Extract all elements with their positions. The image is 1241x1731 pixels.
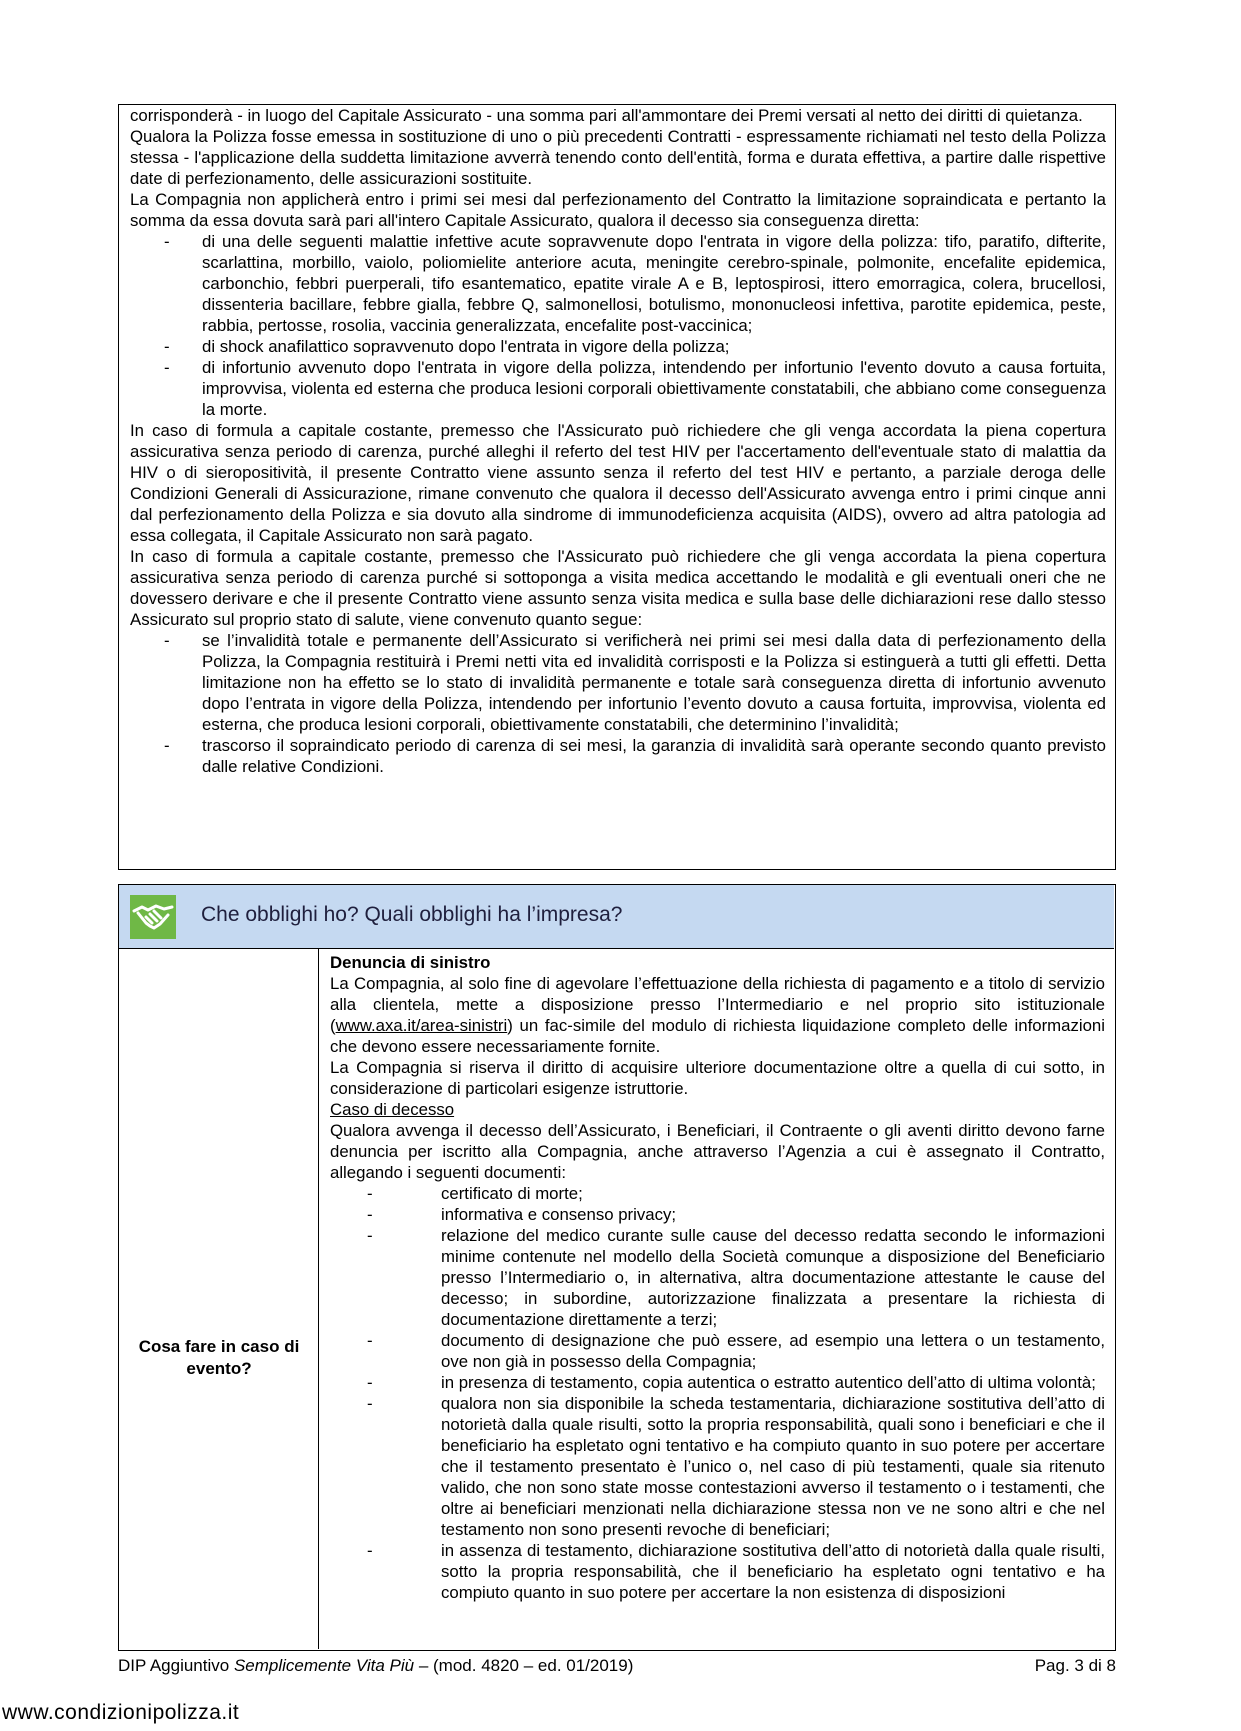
footer-document-id: DIP Aggiuntivo Semplicemente Vita Più – (mod. 4820 – ed. 01/2019): [118, 1656, 634, 1675]
list-item: - se l’invalidità totale e permanente dell’Assicurato si verificherà nei primi sei mesi dalla data di perfezionamento della Polizza, la Compagnia restituirà i Premi netti vita ed invalidità corrisposti e la Polizza si estinguerà a tutti gli effetti. Detta limitazione non ha effetto se lo stato di invalidità permanente e totale sarà conseguenza diretta di infortunio avvenuto dopo l’entrata in vigore della Polizza, intendendo per infortunio l’evento dovuto a causa fortuita, improvvisa, violenta ed esterna, che produca lesioni corporali, obiettivamente constatabili, che determinino l’invalidità;: [164, 631, 1106, 734]
list-item: - di infortunio avvenuto dopo l'entrata in vigore della polizza, intendendo per infortunio l'evento dovuto a causa fortuita, improvvisa, violenta ed esterna che produca lesioni corporali obiettivamente constatabili, che abbiano come conseguenza la morte.: [164, 358, 1106, 419]
paragraph: In caso di formula a capitale costante, premesso che l'Assicurato può richiedere che gli venga accordata la piena copertura assicurativa senza periodo di carenza purché si sottoponga a visita medica accettando le modalità e gli eventuali oneri che ne dovessero derivare e che il presente Contratto viene assunto senza visita medica e sulla base delle dichiarazioni rese dallo stesso Assicurato sul proprio stato di salute, viene convenuto quanto segue:: [130, 547, 1106, 629]
paragraph: La Compagnia si riserva il diritto di acquisire ulteriore documentazione oltre a quella di cui sotto, in considerazione di particolari esigenze istruttorie.: [330, 1058, 1105, 1098]
row-label: Cosa fare in caso di evento?: [138, 1337, 300, 1378]
box-content: [130, 105, 1106, 777]
text-box-continuation: [118, 104, 1116, 870]
list-item: - trascorso il sopraindicato periodo di carenza di sei mesi, la garanzia di invalidità sarà operante secondo quanto previsto dalle relative Condizioni.: [164, 736, 1106, 776]
list-item: - relazione del medico curante sulle cause del decesso redatta secondo le informazioni minime contenute nel modello della Società comunque a disposizione del Beneficiario presso l’Intermediario o, in alternativa, altra documentazione attestante le cause del decesso; in subordine, autorizzazione finalizzata a presentare la richiesta di documentazione direttamente a terzi;: [367, 1226, 1105, 1329]
page-number: Pag. 3 di 8: [1034, 1656, 1116, 1675]
list-item: - informativa e consenso privacy;: [367, 1205, 677, 1224]
paragraph: In caso di formula a capitale costante, premesso che l'Assicurato può richiedere che gli venga accordata la piena copertura assicurativa senza periodo di carenza, purché alleghi il referto del test HIV per l'accertamento dell'eventuale stato di malattia da HIV o di sieropositività, il presente Contratto viene assunto senza il referto del test HIV e pertanto, a parziale deroga delle Condizioni Generali di Assicurazione, rimane convenuto che qualora il decesso dell'Assicurato avvenga entro i primi cinque anni dal perfezionamento della Polizza e sia dovuto alla sindrome di immunodeficienza acquisita (AIDS), ovvero ad altra patologia ad essa collegata, il Capitale Assicurato non sarà pagato.: [130, 421, 1106, 545]
section-title: Che obblighi ho? Quali obblighi ha l’impresa?: [201, 903, 623, 926]
paragraph: corrisponderà - in luogo del Capitale Assicurato - una somma pari all'ammontare dei Premi versati al netto dei diritti di quietanza.: [130, 106, 1083, 125]
paragraph: La Compagnia, al solo fine di agevolare l’effettuazione della richiesta di pagamento e a titolo di servizio alla clientela, mette a disposizione presso l’Intermediario e nel proprio sito istituzionale (www.axa.it/area-sinistri) un fac-simile del modulo di richiesta liquidazione completo delle informazioni che devono essere necessariamente fornite.: [330, 974, 1105, 1056]
paragraph: Qualora avvenga il decesso dell’Assicurato, i Beneficiari, il Contraente o gli aventi diritto devono farne denuncia per iscritto alla Compagnia, anche attraverso l’Agenzia a cui è assegnato il Contratto, allegando i seguenti documenti:: [330, 1121, 1105, 1182]
list-item: - documento di designazione che può essere, ad esempio una lettera o un testamento, ove non già in possesso della Compagnia;: [367, 1331, 1105, 1371]
list-item: - qualora non sia disponibile la scheda testamentaria, dichiarazione sostitutiva dell’atto di notorietà dalla quale risulti, sotto la propria responsabilità, quali sono i beneficiari e che il beneficiario ha espletato ogni tentativo e ha compiuto quanto in suo potere per accertare che il testamento presentato è l’unico o, nel caso di più testamenti, quale sia ritenuto valido, che non sono state mosse contestazioni avverso il testamento o i testamenti, che oltre ai beneficiari menzionati nella dichiarazione stessa non ve ne sono altri e che nel testamento non sono presenti revoche di beneficiari;: [367, 1394, 1105, 1539]
list-item: - in assenza di testamento, dichiarazione sostitutiva dell’atto di notorietà dalla quale risulti, sotto la propria responsabilità, che il beneficiario ha espletato ogni tentativo e ha compiuto quanto in suo potere per accertare la non esistenza di disposizioni: [367, 1541, 1105, 1602]
watermark-url: www.condizionipolizza.it: [2, 1701, 240, 1724]
obligations-section: [118, 884, 1116, 1651]
list-item: - di una delle seguenti malattie infettive acute sopravvenute dopo l'entrata in vigore della polizza: tifo, paratifo, difterite, scarlattina, morbillo, vaiolo, poliomielite anteriore acuta, meningite cerebro-spinale, polmonite, encefalite epidemica, carbonchio, febbri puerperali, tifo esantematico, epatite virale A e B, leptospirosi, ittero emorragica, colera, brucellosi, dissenteria bacillare, febbre gialla, febbre Q, salmonellosi, botulismo, mononucleosi infettiva, parotite epidemica, peste, rabbia, pertosse, rosolia, vaccinia generalizzata, encefalite post-vaccinica;: [164, 232, 1106, 335]
left-column: [119, 949, 319, 1649]
handshake-icon: [130, 895, 176, 939]
list-item: - di shock anafilattico sopravvenuto dopo l'entrata in vigore della polizza;: [164, 337, 730, 356]
sinistri-link[interactable]: www.axa.it/area-sinistri: [335, 1016, 508, 1035]
section-header: [119, 885, 1114, 949]
subsection-heading: Denuncia di sinistro: [330, 953, 491, 972]
paragraph: Qualora la Polizza fosse emessa in sostituzione di uno o più precedenti Contratti - espressamente richiamati nel testo della Polizza stessa - l'applicazione della suddetta limitazione avverrà tenendo conto dell'entità, forma e durata effettiva, a partire dalle rispettive date di perfezionamento, delle assicurazioni sostituite.: [130, 127, 1106, 188]
right-column: [330, 952, 1105, 1603]
list-item: - in presenza di testamento, copia autentica o estratto autentico dell’atto di ultima volontà;: [367, 1373, 1096, 1392]
paragraph: La Compagnia non applicherà entro i primi sei mesi dal perfezionamento del Contratto la limitazione sopraindicata e pertanto la somma da essa dovuta sarà pari all'intero Capitale Assicurato, qualora il decesso sia conseguenza diretta:: [130, 190, 1106, 230]
list-item: - certificato di morte;: [367, 1184, 583, 1203]
case-heading: Caso di decesso: [330, 1100, 455, 1119]
